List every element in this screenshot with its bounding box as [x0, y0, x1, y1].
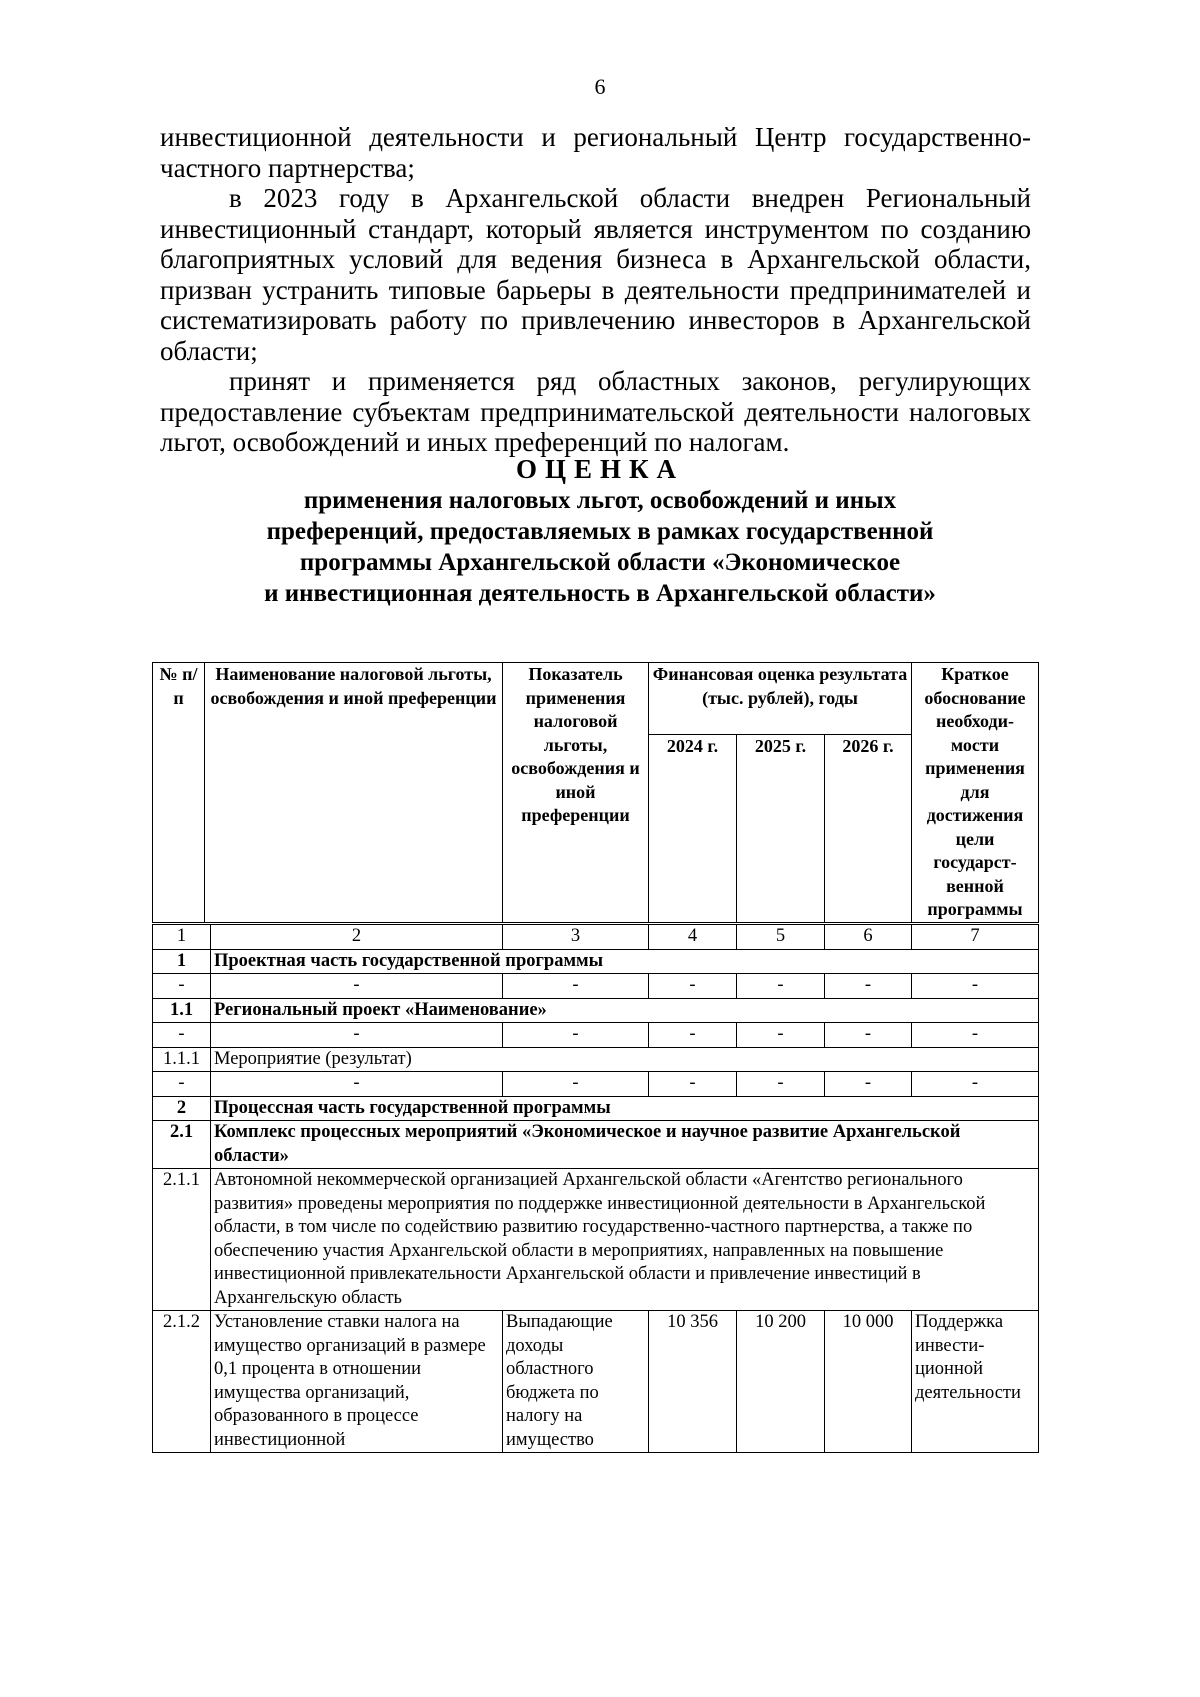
row-num: 2.1	[153, 1121, 211, 1169]
col-number: 1	[153, 925, 211, 950]
col-number: 6	[825, 925, 912, 950]
row-value-2024: 10 356	[649, 1311, 737, 1453]
dash-cell: -	[737, 1072, 825, 1097]
table-row	[153, 1023, 1039, 1048]
dash-cell: -	[737, 974, 825, 999]
header-finance: Финансовая оценка результата (тыс. рублей), годы	[649, 663, 912, 735]
dash-cell: -	[649, 1023, 737, 1048]
row-num: 2	[153, 1096, 211, 1121]
row-section-title: Региональный проект «Наименование»	[211, 998, 1039, 1023]
row-description: Автономной некоммерческой организацией Архангельской области «Агентство регионального развития» проведены мероприятия по поддержке инвестиционной деятельности в Архангельской области, в том числе по содействию развитию государственно-частного партнерства, а также по обеспечению участия Архангельской области в мероприятиях, направленных на повышение инвестиционной привлекательности Архангельской области и привлечение инвестиций в Архангельскую область	[211, 1169, 1039, 1311]
header-name: Наименование налоговой льготы, освобождения и иной преференции	[205, 663, 503, 923]
paragraph-2: в 2023 году в Архангельской области внедрен Региональный инвестиционный стандарт, который является инструментом по созданию благоприятных условий для ведения бизнеса в Архангельской области, призван устранить типовые барьеры в деятельности предпринимателей и систематизировать работу по привлечению инвесторов в Архангельской области;	[160, 183, 1031, 366]
column-number-row	[153, 925, 1039, 950]
row-section-title: Процессная часть государственной программы	[211, 1096, 1039, 1121]
col-number: 5	[737, 925, 825, 950]
row-section-title: Мероприятие (результат)	[211, 1047, 1039, 1072]
header-indicator: Показатель применения налоговой льготы, освобождения и иной преференции	[503, 663, 649, 923]
header-year-2026: 2026 г.	[825, 735, 912, 922]
header-num: № п/п	[153, 663, 205, 923]
table-row	[153, 1311, 1039, 1453]
dash-cell: -	[211, 1023, 503, 1048]
header-justification: Краткое обоснование необходи-мости применения для достижения цели государст-венной программы	[912, 663, 1039, 923]
dash-cell: -	[503, 1023, 649, 1048]
table-row	[153, 1072, 1039, 1097]
dash-cell: -	[649, 1072, 737, 1097]
dash-cell: -	[211, 1072, 503, 1097]
dash-cell: -	[825, 974, 912, 999]
heading-line-2: преференций, предоставляемых в рамках государственной	[266, 518, 934, 545]
header-year-2025: 2025 г.	[737, 735, 825, 922]
row-value-2025: 10 200	[737, 1311, 825, 1453]
row-section-title: Проектная часть государственной программы	[211, 949, 1039, 974]
row-preference-name: Установление ставки налога на имущество организаций в размере 0,1 процента в отношении имущества организаций, образованного в процессе инвестиционной	[211, 1311, 503, 1453]
dash-cell: -	[825, 1023, 912, 1048]
dash-cell: -	[503, 974, 649, 999]
table-row	[153, 1096, 1039, 1121]
heading-line-3: программы Архангельской области «Экономическое	[299, 549, 901, 576]
dash-cell: -	[153, 1072, 211, 1097]
header-year-2024: 2024 г.	[649, 735, 737, 922]
row-num: 1.1	[153, 998, 211, 1023]
paragraph-1: инвестиционной деятельности и региональный Центр государственно-частного партнерства;	[160, 122, 1031, 183]
dash-cell: -	[912, 1023, 1039, 1048]
row-num: 2.1.2	[153, 1311, 211, 1453]
heading-line-4: и инвестиционная деятельность в Архангельской области»	[264, 580, 936, 607]
row-section-title: Комплекс процессных мероприятий «Экономическое и научное развитие Архангельской области»	[211, 1121, 1039, 1169]
dash-cell: -	[912, 974, 1039, 999]
row-num: 1.1.1	[153, 1047, 211, 1072]
col-number: 7	[912, 925, 1039, 950]
table-header	[152, 662, 1039, 923]
dash-cell: -	[153, 1023, 211, 1048]
table-row	[153, 949, 1039, 974]
row-indicator: Выпадающие доходы областного бюджета по налогу на имущество	[503, 1311, 649, 1453]
row-num: 1	[153, 949, 211, 974]
table-row	[153, 974, 1039, 999]
row-justification: Поддержка инвести-ционной деятельности	[912, 1311, 1039, 1453]
paragraph-3: принят и применяется ряд областных законов, регулирующих предоставление субъектам предпринимательской деятельности налоговых льгот, освобождений и иных преференций по налогам.	[160, 366, 1031, 457]
table-row	[153, 1047, 1039, 1072]
heading-line-1: применения налоговых льгот, освобождений и иных	[303, 487, 897, 514]
col-number: 4	[649, 925, 737, 950]
page-number: 6	[594, 74, 606, 99]
dash-cell: -	[649, 974, 737, 999]
table-body	[152, 924, 1039, 1453]
row-value-2026: 10 000	[825, 1311, 912, 1453]
heading-title: ОЦЕНКА	[515, 454, 685, 484]
table-row	[153, 1121, 1039, 1169]
table-row	[153, 998, 1039, 1023]
table-row	[153, 1169, 1039, 1311]
dash-cell: -	[153, 974, 211, 999]
row-num: 2.1.1	[153, 1169, 211, 1311]
dash-cell: -	[825, 1072, 912, 1097]
col-number: 2	[211, 925, 503, 950]
col-number: 3	[503, 925, 649, 950]
body-text	[160, 122, 1031, 458]
section-heading	[0, 453, 1200, 609]
dash-cell: -	[912, 1072, 1039, 1097]
dash-cell: -	[503, 1072, 649, 1097]
dash-cell: -	[211, 974, 503, 999]
dash-cell: -	[737, 1023, 825, 1048]
